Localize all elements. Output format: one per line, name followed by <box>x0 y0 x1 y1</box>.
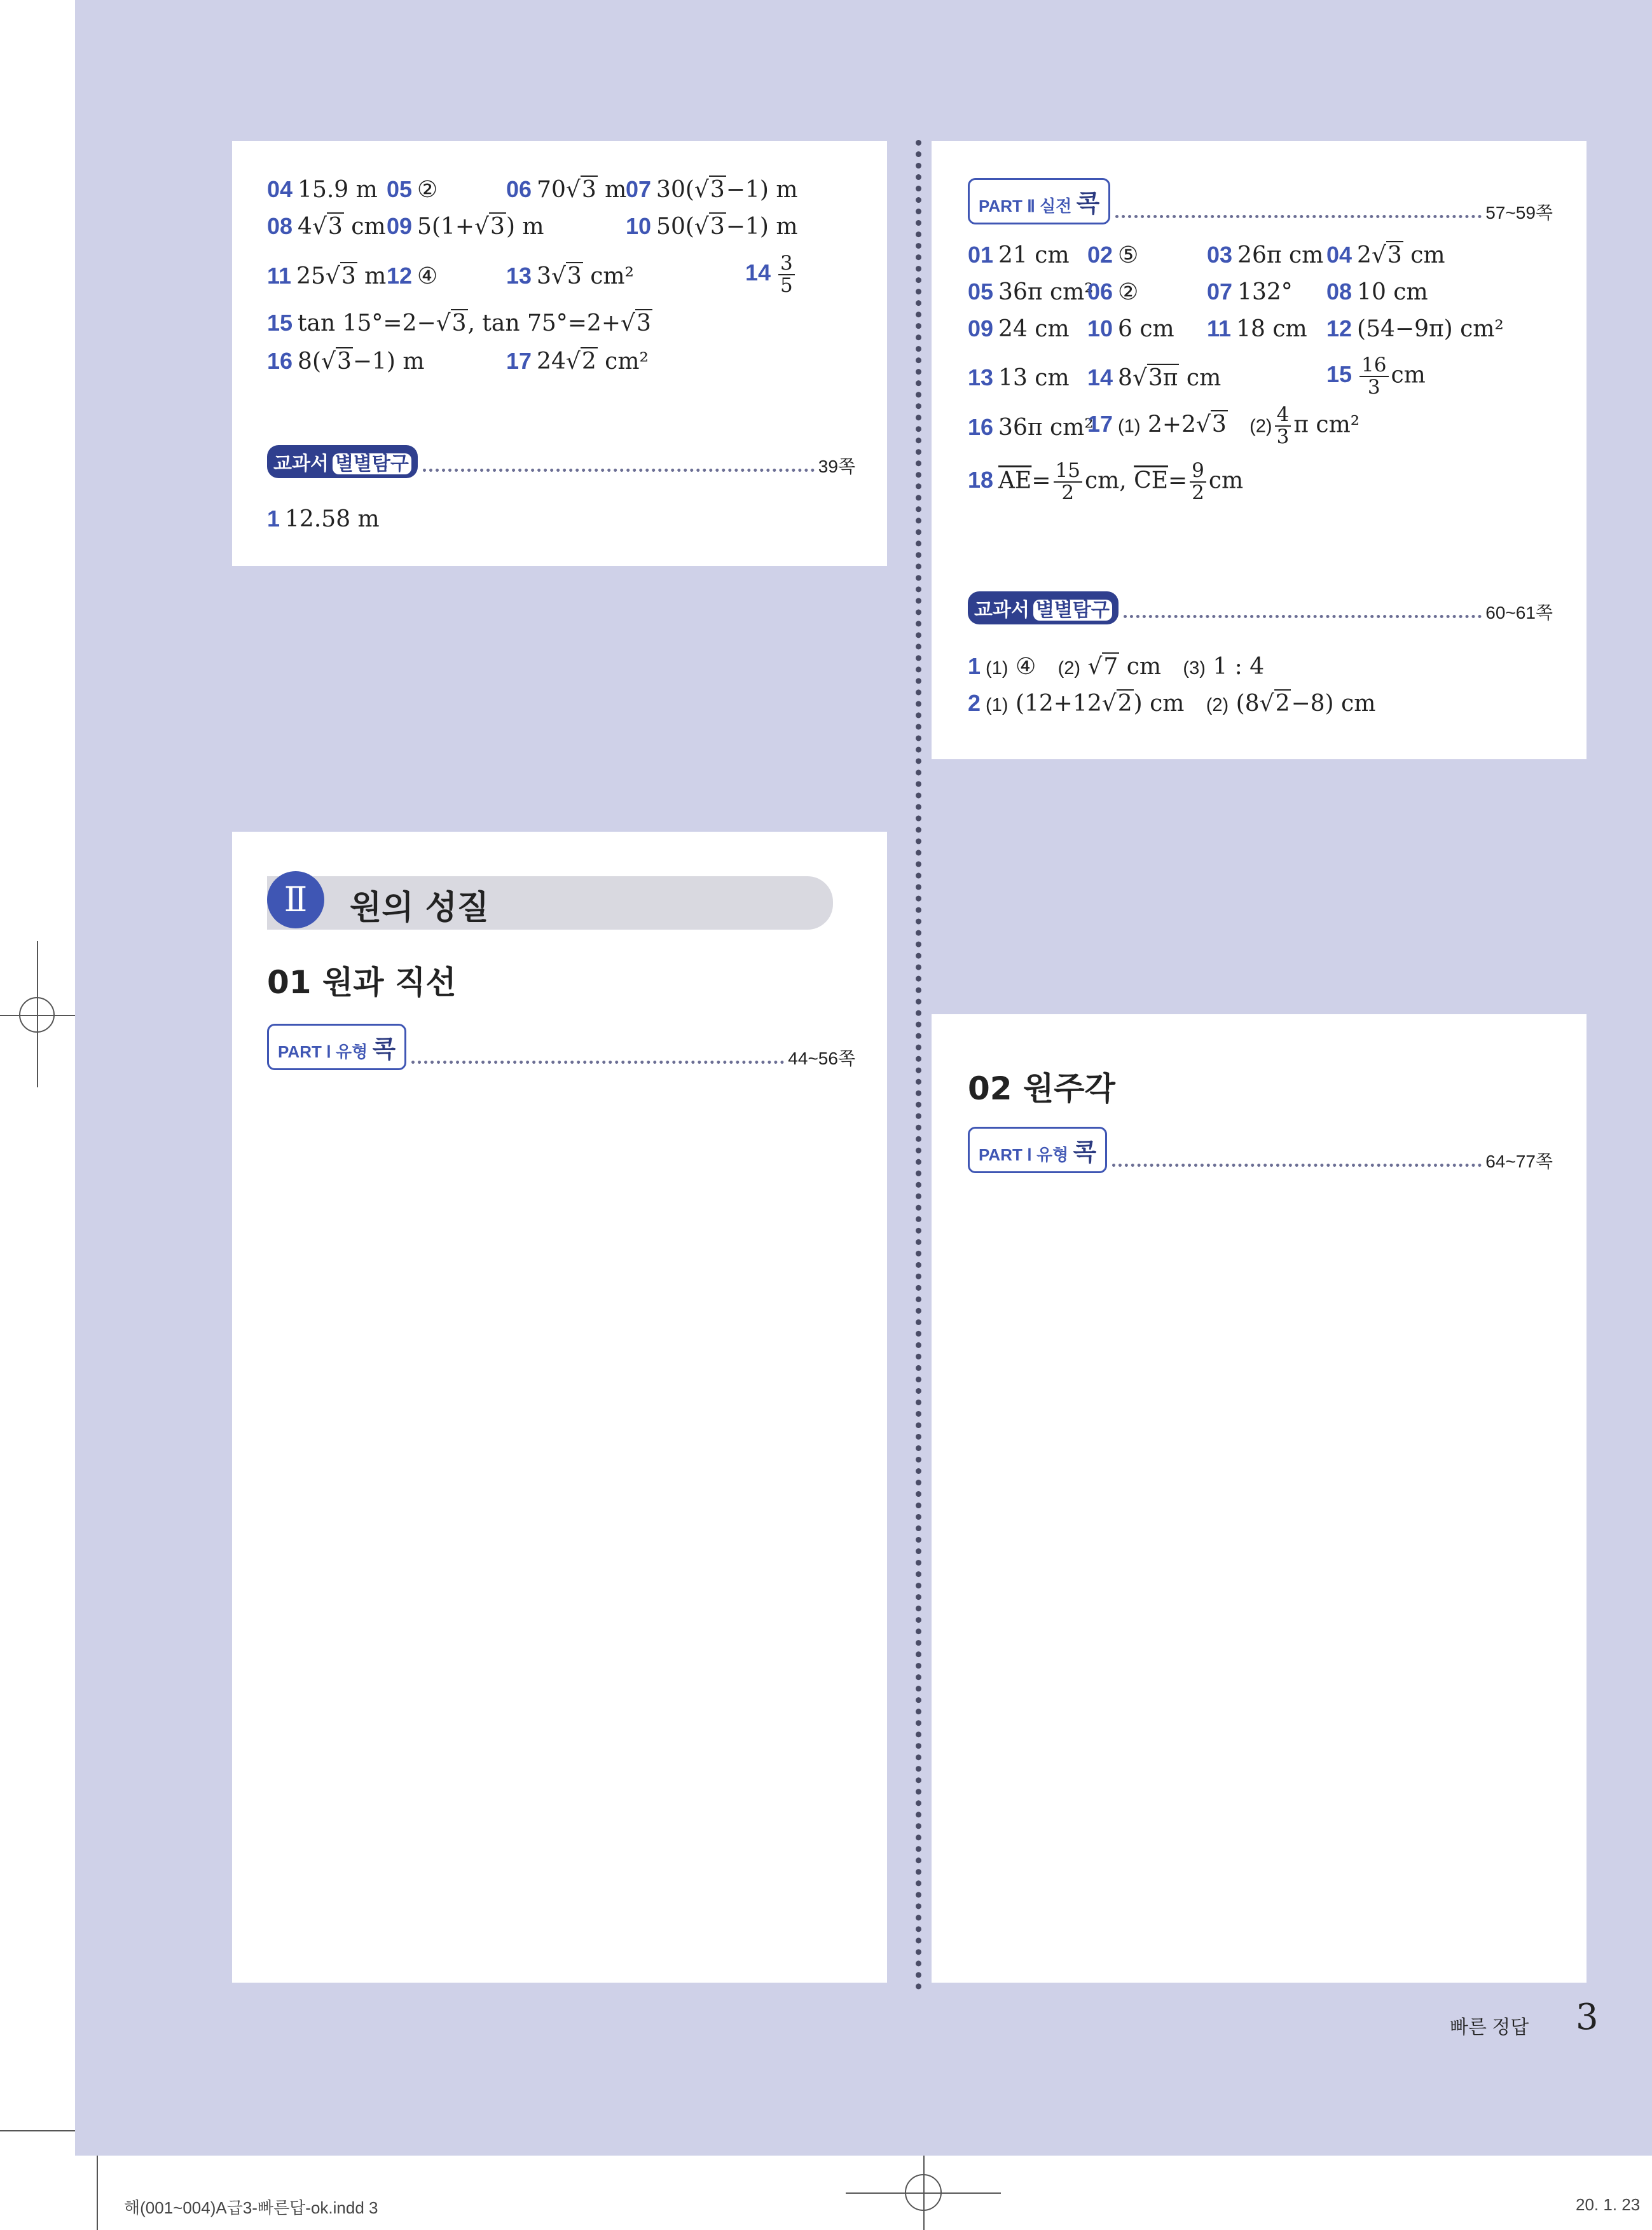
part-header <box>968 178 1553 224</box>
answer-row <box>1326 280 1428 304</box>
radicand: 3 <box>710 214 725 240</box>
answer-row: 08 4√3 cm <box>267 213 386 240</box>
answer: 5(1+ <box>417 214 475 240</box>
part-header <box>968 1127 1553 1173</box>
radicand: 3 <box>341 263 356 289</box>
answer-unit: −1) m <box>726 214 798 240</box>
answer: 26π cm <box>1237 242 1324 268</box>
dotted-leader <box>1112 1164 1482 1167</box>
answer-number: 08 <box>1326 279 1353 305</box>
chapter-title: 원의 성질 <box>350 889 490 927</box>
answer: 36π cm² <box>998 279 1094 305</box>
answer-unit: cm² <box>597 348 649 375</box>
chapter-number: Ⅱ <box>267 871 324 928</box>
radicand: 3 <box>581 177 596 203</box>
answer-number: 12 <box>387 263 413 289</box>
answer: ② <box>417 177 438 203</box>
answer-number: 04 <box>267 176 293 202</box>
answer: , tan 75°=2+ <box>467 310 621 336</box>
answer-row: 1 (1) ④ (2) √7 cm (3) 1 : 4 <box>968 653 1265 680</box>
registration-mark <box>905 2174 942 2211</box>
answer-row <box>745 253 797 297</box>
answer-row: 2 (1) (12+12√2) cm (2) (8√2−8) cm <box>968 690 1376 717</box>
answer-row <box>387 265 437 288</box>
textbook-header <box>968 591 1553 624</box>
answer-row <box>267 507 380 531</box>
answer: 50( <box>656 214 694 240</box>
answer-unit: ) m <box>506 214 544 240</box>
answer-panel-bottom-left <box>232 832 887 1983</box>
answer-unit: −1) m <box>726 177 798 203</box>
answer-number: 15 <box>267 310 293 336</box>
answer-number: 12 <box>1326 315 1353 341</box>
answer: 25 <box>296 263 326 289</box>
answer: ⑤ <box>1118 242 1139 268</box>
answer-unit: cm <box>343 214 386 240</box>
dotted-leader <box>1115 215 1482 218</box>
answer-row: 17 (1) 2+2√3 (2) $\frac{4}{3}$ π cm² <box>1087 403 1360 449</box>
answer-row: 07 30(√3−1) m <box>626 176 798 203</box>
answer-row: 11 25√3 m <box>267 263 387 289</box>
answer-row <box>968 317 1070 341</box>
answer-row <box>1207 280 1293 304</box>
answer: 24 cm <box>998 316 1070 342</box>
answer: 8 <box>1118 365 1132 391</box>
part-badge: PART Ⅱ 실전 콕 <box>968 178 1110 224</box>
answer: (54−9π) cm² <box>1357 316 1504 342</box>
answer-row: 18 $\overline{AE}=$ $\frac{15}{2}$ cm, $\overline{CE}=$ $\frac{9}{2}$ cm <box>968 459 1244 505</box>
answer-number: 17 <box>1087 411 1113 437</box>
radicand: 3 <box>636 310 651 336</box>
page-reference: 44~56쪽 <box>788 1049 855 1068</box>
page-reference: 64~77쪽 <box>1485 1152 1553 1171</box>
page-number: 3 <box>1576 1997 1599 2038</box>
radicand: 3 <box>490 214 505 240</box>
answer-number: 03 <box>1207 242 1233 268</box>
answer-number: 16 <box>968 414 994 440</box>
answer-row <box>1207 317 1307 341</box>
textbook-header <box>267 445 855 478</box>
textbook-badge: 교과서 별별탐구 <box>267 445 418 478</box>
part-badge: PART Ⅰ 유형 콕 <box>267 1024 406 1070</box>
answer-number: 11 <box>267 263 292 289</box>
segment-ae: $\overline{AE}$ <box>998 467 1032 494</box>
answer: 2 <box>1357 242 1372 268</box>
answer-row: 16 8(√3−1) m <box>267 348 425 375</box>
answer-number: 18 <box>968 467 994 493</box>
answer: 12.58 m <box>285 506 380 532</box>
answer-row: 10 50(√3−1) m <box>626 213 798 240</box>
answer-unit: m <box>597 177 627 203</box>
answer-row <box>1087 280 1138 304</box>
answer-number: 08 <box>267 213 293 239</box>
answer: ② <box>1118 279 1139 305</box>
answer-row <box>1326 317 1504 341</box>
answer-number: 02 <box>1087 242 1113 268</box>
part-label: (2) <box>1249 416 1272 437</box>
page-reference: 60~61쪽 <box>1485 603 1553 623</box>
fraction: $\frac{4}{3}$ <box>1275 404 1291 448</box>
answer-number: 17 <box>506 348 532 374</box>
answer-row: 17 24√2 cm² <box>506 348 649 375</box>
column-divider <box>916 140 921 1990</box>
answer-unit: cm <box>1179 365 1222 391</box>
radicand: 3π <box>1148 365 1178 391</box>
answer-row <box>1326 355 1426 399</box>
answer-row <box>968 366 1070 390</box>
answer-number: 11 <box>1207 315 1232 341</box>
radicand: 3 <box>336 348 352 375</box>
section-title: 02 원주각 <box>968 1070 1115 1107</box>
answer-unit: π cm² <box>1293 411 1360 438</box>
answer-row <box>968 280 1094 304</box>
fraction: $\frac{9}{2}$ <box>1190 460 1206 504</box>
answer: 24 <box>537 348 566 375</box>
answer-row: 14 8√3π cm <box>1087 364 1222 391</box>
section-title: 01 원과 직선 <box>267 964 457 1001</box>
page-reference: 57~59쪽 <box>1485 203 1553 223</box>
answer-number: 10 <box>626 213 652 239</box>
radicand: 3 <box>451 310 467 336</box>
answer: 15.9 m <box>298 177 378 203</box>
answer-number: 09 <box>387 213 413 239</box>
answer: 30( <box>656 177 694 203</box>
answer-number: 09 <box>968 315 994 341</box>
dotted-leader <box>423 469 815 472</box>
answer-row: 04 2√3 cm <box>1326 242 1445 268</box>
answer-number: 15 <box>1326 361 1353 388</box>
answer: 13 cm <box>998 365 1070 391</box>
fraction: $\frac{3}{5}$ <box>778 253 795 297</box>
answer-number: 04 <box>1326 242 1353 268</box>
dotted-leader <box>411 1061 784 1064</box>
answer-unit: cm² <box>582 263 634 289</box>
answer-row: 15 tan 15°=2−√3, tan 75°=2+√3 <box>267 310 651 336</box>
answer-number: 16 <box>267 348 293 374</box>
answer-row: 06 70√3 m <box>506 176 627 203</box>
answer-unit: −1) m <box>352 348 425 375</box>
answer-number: 07 <box>1207 279 1233 305</box>
answer-number: 05 <box>968 279 994 305</box>
answer: 3 <box>537 263 551 289</box>
answer-unit: cm <box>1403 242 1445 268</box>
radicand: 3 <box>567 263 582 289</box>
answer-row <box>968 244 1070 267</box>
answer-row <box>1087 244 1138 267</box>
answer-number: 1 <box>968 653 981 679</box>
answer-number: 05 <box>387 176 413 202</box>
dotted-leader <box>1124 615 1482 618</box>
answer-number: 10 <box>1087 315 1113 341</box>
file-name: 해(001~004)A급3-빠른답-ok.indd 3 <box>124 2198 378 2217</box>
answer-number: 14 <box>745 259 771 286</box>
radicand: 2 <box>581 348 596 375</box>
answer-row <box>1207 244 1323 267</box>
radicand: 3 <box>1387 242 1402 268</box>
answer: 132° <box>1237 279 1293 305</box>
part-header <box>267 1024 855 1070</box>
answer: 18 cm <box>1236 316 1307 342</box>
answer-number: 14 <box>1087 364 1113 390</box>
answer-number: 1 <box>267 506 280 532</box>
answer-number: 13 <box>968 364 994 390</box>
answer: 4 <box>298 214 312 240</box>
answer: 36π cm² <box>998 415 1094 441</box>
registration-mark <box>19 997 55 1033</box>
footer-label: 빠른 정답 <box>1450 2017 1529 2038</box>
fraction: $\frac{16}{3}$ <box>1359 355 1388 399</box>
textbook-badge: 교과서 별별탐구 <box>968 591 1119 624</box>
answer-number: 06 <box>1087 279 1113 305</box>
answer: 2+2 <box>1147 411 1196 438</box>
radicand: 3 <box>327 214 343 240</box>
radicand: 3 <box>1211 411 1227 438</box>
part-badge: PART Ⅰ 유형 콕 <box>968 1127 1107 1173</box>
answer-row <box>968 416 1094 439</box>
answer-row <box>267 178 378 202</box>
answer-number: 01 <box>968 242 994 268</box>
answer-number: 2 <box>968 690 981 716</box>
answer-row <box>387 178 437 202</box>
answer: 8( <box>298 348 321 375</box>
answer-row <box>1087 317 1174 341</box>
answer-row: 13 3√3 cm² <box>506 263 634 289</box>
answer-unit: m <box>357 263 387 289</box>
part-label: (1) <box>1118 416 1141 437</box>
answer: 10 cm <box>1357 279 1428 305</box>
radicand: 3 <box>710 177 725 203</box>
answer: ④ <box>417 263 438 289</box>
crop-mark <box>0 2130 75 2131</box>
answer-number: 13 <box>506 263 532 289</box>
crop-mark <box>97 2156 98 2230</box>
answer: 70 <box>537 177 566 203</box>
segment-ce: $\overline{CE}$ <box>1134 467 1168 494</box>
page-reference: 39쪽 <box>818 457 855 476</box>
answer-number: 07 <box>626 176 652 202</box>
answer-unit: cm <box>1391 362 1426 389</box>
answer-row: 09 5(1+√3) m <box>387 213 544 240</box>
fraction: $\frac{15}{2}$ <box>1054 460 1082 504</box>
answer: tan 15°=2− <box>298 310 436 336</box>
print-date: 20. 1. 23 <box>1576 2195 1641 2214</box>
answer-number: 06 <box>506 176 532 202</box>
answer: 6 cm <box>1118 316 1174 342</box>
answer: 21 cm <box>998 242 1070 268</box>
